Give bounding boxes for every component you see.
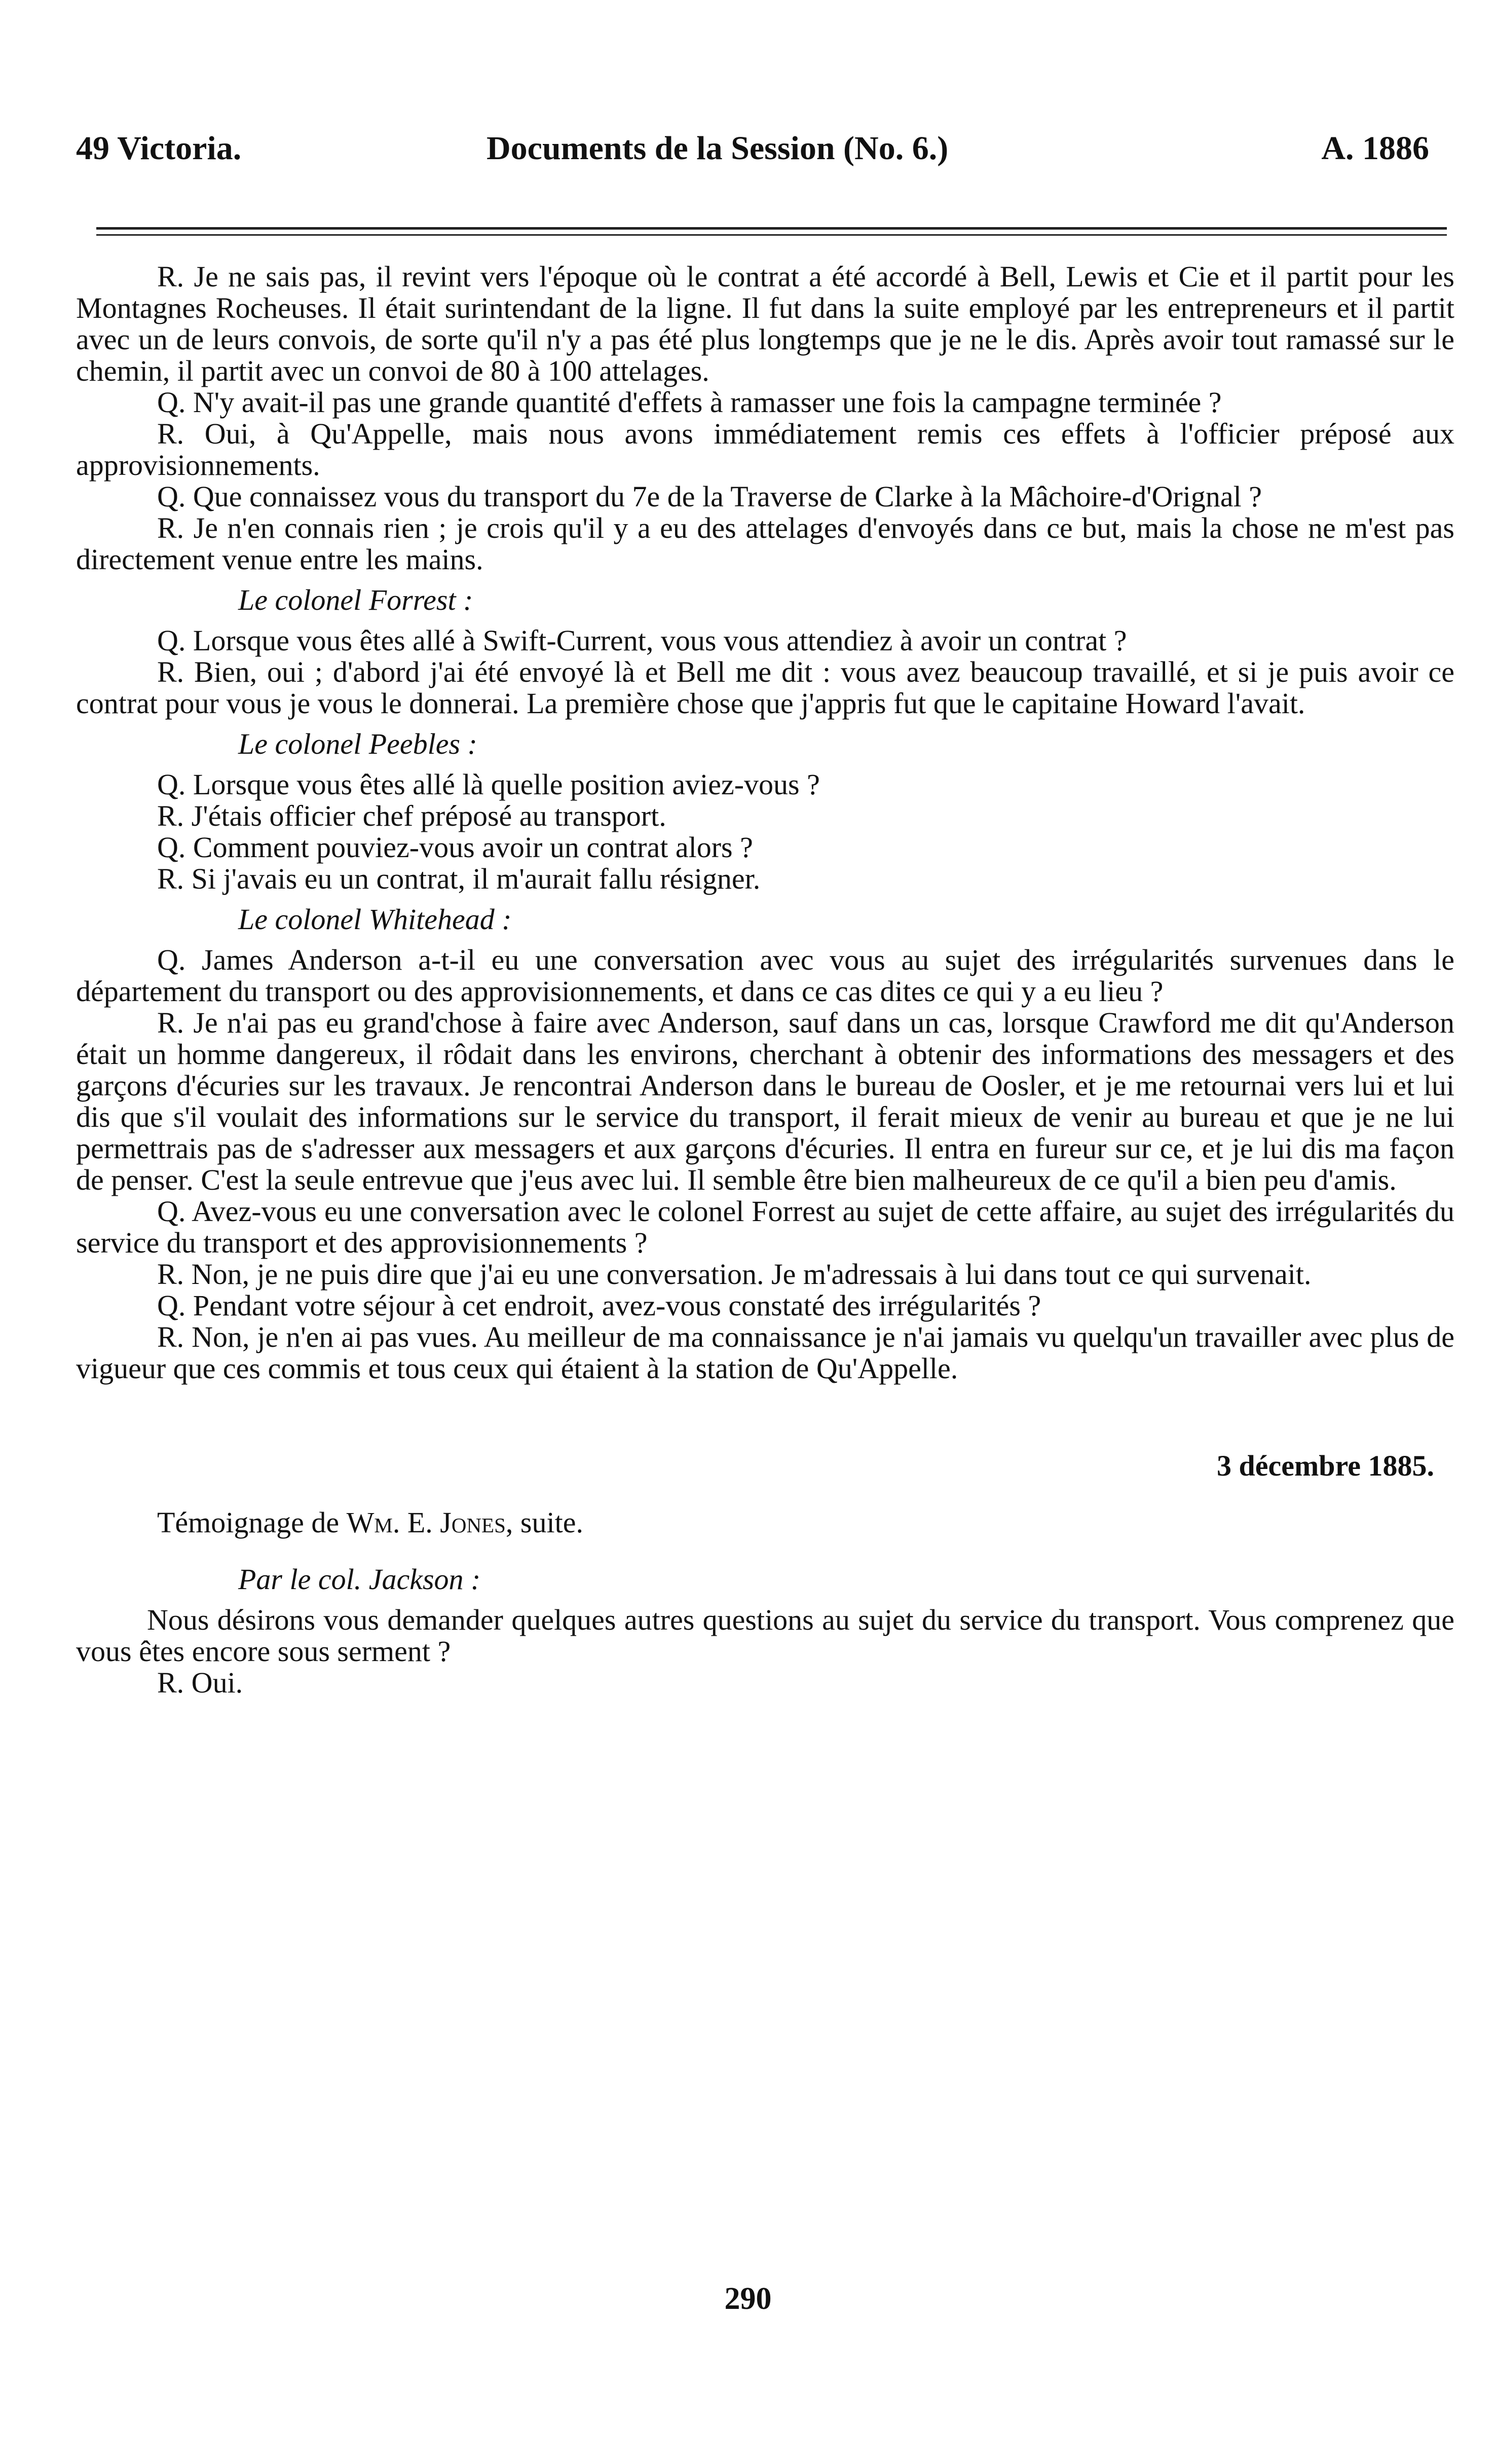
testimony-paragraph: R. Si j'avais eu un contrat, il m'aurait fallu résigner. <box>157 862 761 895</box>
testimony-paragraph: R. Non, je ne puis dire que j'ai eu une conversation. Je m'adressais à lui dans tout ce qui survenait. <box>157 1258 1312 1291</box>
speaker-heading: Le colonel Peebles : <box>238 727 477 760</box>
speaker-heading: Le colonel Forrest : <box>238 583 473 616</box>
testimony-paragraphs <box>76 261 1454 1384</box>
header-rule-thin <box>96 234 1447 236</box>
testimony-paragraph: R. J'étais officier chef préposé au transport. <box>157 799 666 832</box>
testimony-paragraph: Q. N'y avait-il pas une grande quantité d'effets à ramasser une fois la campagne terminée ? <box>157 386 1222 419</box>
testimony-paragraph: Q. James Anderson a-t-il eu une conversation avec vous au sujet des irrégularités survenues dans le département du transport ou des approvisionnements, et dans ce cas dites ce qui y a eu lieu ? <box>76 943 1454 1008</box>
testimony-date: 3 décembre 1885. <box>1217 1449 1434 1482</box>
testimony-paragraph: R. Oui. <box>157 1666 243 1699</box>
testimony-paragraph: R. Je n'ai pas eu grand'chose à faire avec Anderson, sauf dans un cas, lorsque Crawford me dit qu'Anderson était un homme dangereux, il rôdait dans les environs, cherchant à obtenir des informations des messagers et des garçons d'écuries sur les travaux. Je rencontrai Anderson dans le bureau de Oosler, et je me retournai vers lui et lui dis que s'il voulait des informations sur le service du transport, il ferait mieux de venir au bureau et que je ne lui permettrais pas de s'adresser aux messagers et aux garçons d'écuries. Il entra en fureur sur ce, et je lui dis ma façon de penser. C'est la seule entrevue que j'eus avec lui. Il semble être bien malheureux de ce qu'il a bien peu d'amis. <box>76 1006 1454 1196</box>
witness-prefix: Témoignage de <box>157 1506 347 1539</box>
speaker-heading: Par le col. Jackson : <box>238 1563 481 1596</box>
testimony-paragraph: R. Bien, oui ; d'abord j'ai été envoyé là et Bell me dit : vous avez beaucoup travaillé, et si je puis avoir ce contrat pour vous je vous le donnerai. La première chose que j'appris fut que le capitaine Howard l'avait. <box>76 655 1454 720</box>
testimony-body <box>76 261 1454 1699</box>
header-title: Documents de la Session (No. 6.) <box>487 130 949 167</box>
witness-line <box>76 1507 1454 1538</box>
testimony-paragraph: Q. Comment pouviez-vous avoir un contrat alors ? <box>157 831 753 864</box>
testimony-paragraph: R. Je n'en connais rien ; je crois qu'il y a eu des attelages d'envoyés dans ce but, mais la chose ne m'est pas directement venue entre les mains. <box>76 511 1454 576</box>
testimony-paragraph: Q. Que connaissez vous du transport du 7e de la Traverse de Clarke à la Mâchoire-d'Orignal ? <box>157 480 1262 513</box>
witness-name: Wm. E. Jones <box>346 1506 506 1539</box>
final-paragraphs <box>76 1604 1454 1699</box>
header-rule-thick <box>96 227 1447 230</box>
testimony-paragraph: Q. Pendant votre séjour à cet endroit, avez-vous constaté des irrégularités ? <box>157 1289 1041 1322</box>
speaker-heading: Le colonel Whitehead : <box>238 903 512 936</box>
testimony-paragraph: Q. Lorsque vous êtes allé là quelle position aviez-vous ? <box>157 768 820 801</box>
testimony-paragraph: R. Non, je n'en ai pas vues. Au meilleur de ma connaissance je n'ai jamais vu quelqu'un travailler avec plus de vigueur que ces commis et tous ceux qui étaient à la station de Qu'Appelle. <box>76 1320 1454 1385</box>
page-number: 290 <box>724 2282 772 2316</box>
witness-suffix: , suite. <box>505 1506 583 1539</box>
header-year: A. 1886 <box>1321 130 1429 167</box>
testimony-paragraph: Nous désirons vous demander quelques autres questions au sujet du service du transport. Vous comprenez que vous êtes encore sous serment ? <box>76 1603 1454 1668</box>
testimony-paragraph: R. Oui, à Qu'Appelle, mais nous avons immédiatement remis ces effets à l'officier préposé aux approvisionnements. <box>76 417 1454 482</box>
page-header <box>76 129 1429 185</box>
testimony-paragraph: Q. Avez-vous eu une conversation avec le colonel Forrest au sujet de cette affaire, au sujet des irrégularités du service du transport et des approvisionnements ? <box>76 1195 1454 1259</box>
testimony-paragraph: Q. Lorsque vous êtes allé à Swift-Current, vous vous attendiez à avoir un contrat ? <box>157 624 1127 657</box>
header-session-volume: 49 Victoria. <box>76 130 242 167</box>
testimony-paragraph: R. Je ne sais pas, il revint vers l'époque où le contrat a été accordé à Bell, Lewis et Cie et il partit pour les Montagnes Rocheuses. Il était surintendant de la ligne. Il fut dans la suite employé par les entrepreneurs et il partit avec un de leurs convois, de sorte qu'il n'y a pas été plus longtemps que je ne le dis. Après avoir tout ramassé sur le chemin, il partit avec un convoi de 80 à 100 attelages. <box>76 260 1454 387</box>
